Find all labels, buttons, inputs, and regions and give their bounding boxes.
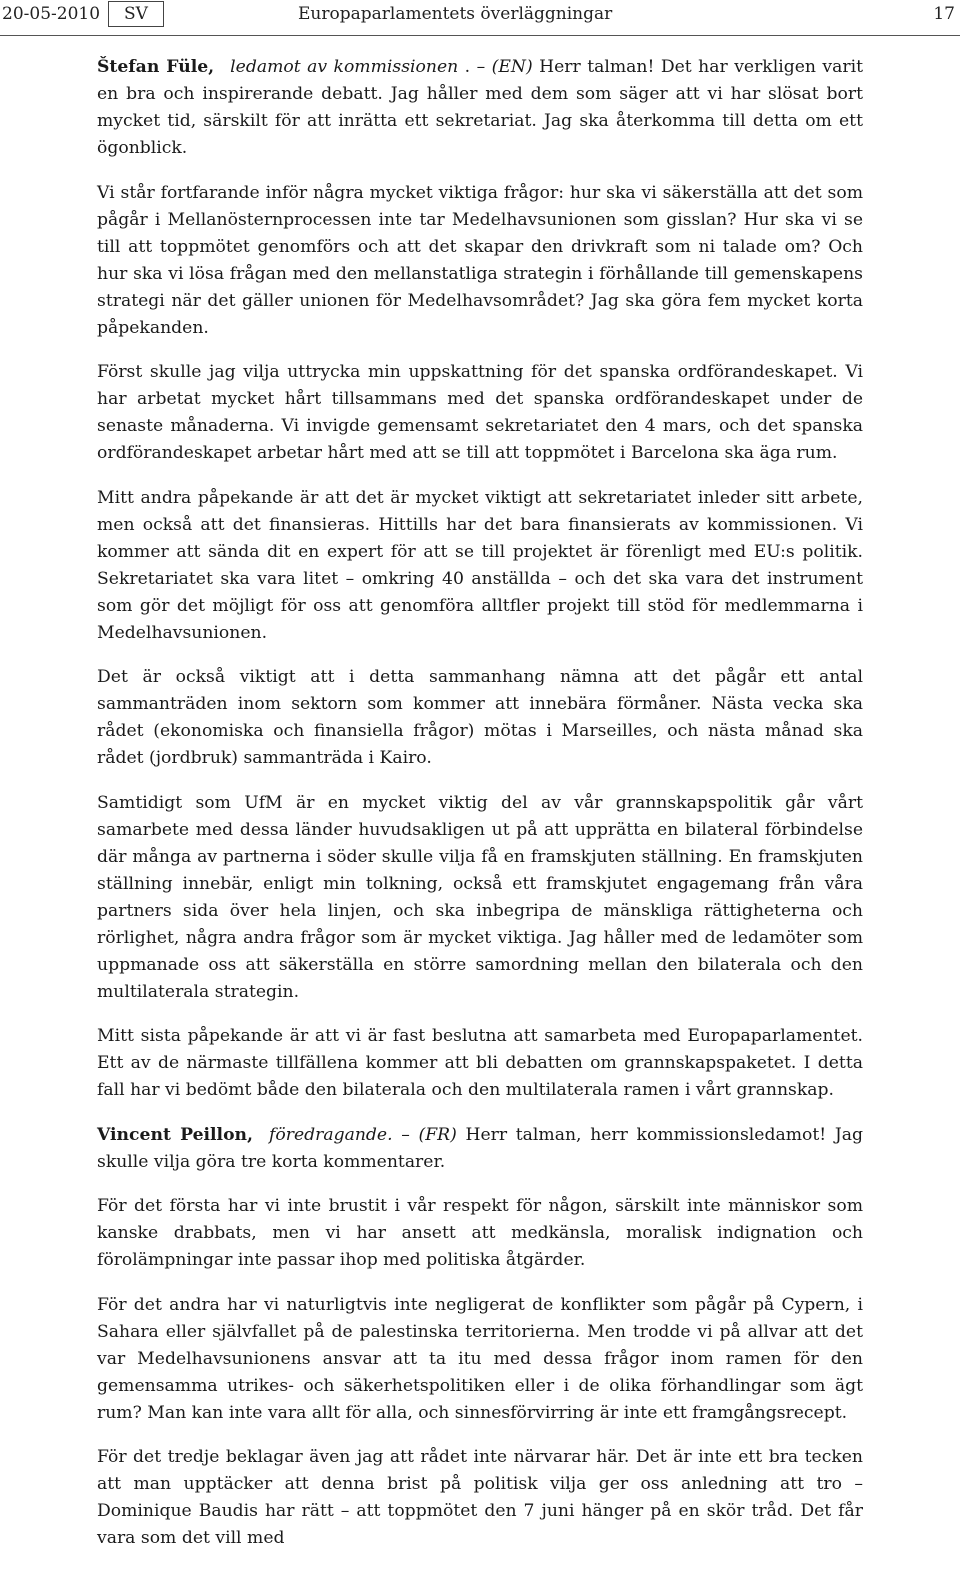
language-tag: (FR) xyxy=(418,1124,457,1145)
publication-title: Europaparlamentets överläggningar xyxy=(298,4,613,24)
page-header xyxy=(0,0,960,34)
speaker-role: ledamot av kommissionen xyxy=(230,57,459,77)
header-date: 20-05-2010 xyxy=(2,4,101,24)
speaker-name: Vincent Peillon, xyxy=(97,1124,254,1145)
speech-intro-fule xyxy=(97,54,863,162)
speaker-name: Štefan Füle, xyxy=(97,57,215,77)
language-tag: (EN) xyxy=(491,57,533,77)
paragraph: Först skulle jag vilja uttrycka min uppskattning för det spanska ordförandeskapet. Vi har arbetat mycket hårt tillsammans med det spanska ordförandeskapet under de senaste månaderna. Vi invigde gemensamt sekretariatet den 4 mars, och det spanska ordförandeskapet arbetar hårt med att se till att toppmötet i Barcelona ska äga rum. xyxy=(97,362,863,463)
speaker-role: föredragande. xyxy=(269,1124,393,1145)
paragraph: Vi står fortfarande inför några mycket viktiga frågor: hur ska vi säkerställa att det som pågår i Mellanösternprocessen inte tar Medelhavsunionen som gisslan? Hur ska vi se till att toppmötet genomförs och att det skapar den drivkraft som ni talade om? Och hur ska vi lösa frågan med den mellanstatliga strategin i förhållande till gemenskapens strategi när det gäller unionen för Medelhavsområdet? Jag ska göra fem mycket korta påpekanden. xyxy=(97,182,863,338)
speech-text: Herr talman! Det har verkligen varit en bra och inspirerande debatt. Jag håller med dem som säger att vi har slösat bort mycket tid, särskilt för att inrätta ett sekretariat. Jag ska återkomma till detta om ett ögonblick. xyxy=(97,57,863,158)
speech-intro-peillon xyxy=(97,1122,863,1176)
speech-separator: – xyxy=(392,1124,419,1145)
page-number: 17 xyxy=(933,4,955,24)
paragraph: Samtidigt som UfM är en mycket viktig del av vår grannskapspolitik går vårt samarbete med dessa länder huvudsakligen ut på att upprätta en bilateral förbindelse där många av partnerna i söder skulle vilja få en framskjuten ställning. En framskjuten ställning innebär, enligt min tolkning, också ett framskjutet engagemang från våra partners sida över hela linjen, och ska inbegripa de mänskliga rättigheterna och rörlighet, några andra frågor som är mycket viktiga. Jag håller med de ledamöter som uppmanade oss att säkerställa en större samordning mellan den bilaterala och den multilaterala strategin. xyxy=(97,792,863,1002)
language-badge: SV xyxy=(108,1,164,27)
paragraph: Mitt sista påpekande är att vi är fast beslutna att samarbeta med Europaparlamentet. Ett av de närmaste tillfällena kommer att bli debatten om grannskapspaketet. I detta fall har vi bedömt både den bilaterala och den multilaterala ramen i vårt grannskap. xyxy=(97,1026,863,1100)
paragraph: För det tredje beklagar även jag att rådet inte närvarar här. Det är inte ett bra tecken att man upptäcker att denna brist på politisk vilja ger oss anledning att tro – Dominique Baudis har rätt – att toppmötet den 7 juni hänger på en skör tråd. Det får vara som det vill med xyxy=(97,1447,863,1548)
paragraph: Det är också viktigt att i detta sammanhang nämna att det pågår ett antal sammanträden inom sektorn som kommer att innebära förmåner. Nästa vecka ska rådet (ekonomiska och finansiella frågor) mötas i Marseilles, och nästa månad ska rådet (jordbruk) sammanträda i Kairo. xyxy=(97,667,863,768)
speech-separator: . – xyxy=(458,57,492,77)
paragraph: För det andra har vi naturligtvis inte negligerat de konflikter som pågår på Cypern, i Sahara eller självfallet på de palestinska territorierna. Men trodde vi på allvar att det var Medelhavsunionens ansvar att ta itu med dessa frågor inom ramen för den gemensamma utrikes- och säkerhetspolitiken eller i de olika förhandlingar som ägt rum? Man kan inte vara allt för alla, och sinnesförvirring är inte ett framgångsrecept. xyxy=(97,1294,863,1423)
paragraph: För det första har vi inte brustit i vår respekt för någon, särskilt inte människor som kanske drabbats, men vi har ansett att medkänsla, moralisk indignation och förolämpningar inte passar ihop med politiska åtgärder. xyxy=(97,1196,863,1270)
paragraph: Mitt andra påpekande är att det är mycket viktigt att sekretariatet inleder sitt arbete, men också att det finansieras. Hittills har det bara finansierats av kommissionen. Vi kommer att sända dit en expert för att se till projektet är förenligt med EU:s politik. Sekretariatet ska vara litet – omkring 40 anställda – och det ska vara det instrument som gör det möjligt för oss att genomföra alltfler projekt till stöd för medlemmarna i Medelhavsunionen. xyxy=(97,487,863,643)
speech-text: Herr talman, herr kommissionsledamot! Jag skulle vilja göra tre korta kommentarer. xyxy=(97,1124,863,1172)
header-divider xyxy=(0,35,960,36)
document-body xyxy=(97,54,863,1570)
